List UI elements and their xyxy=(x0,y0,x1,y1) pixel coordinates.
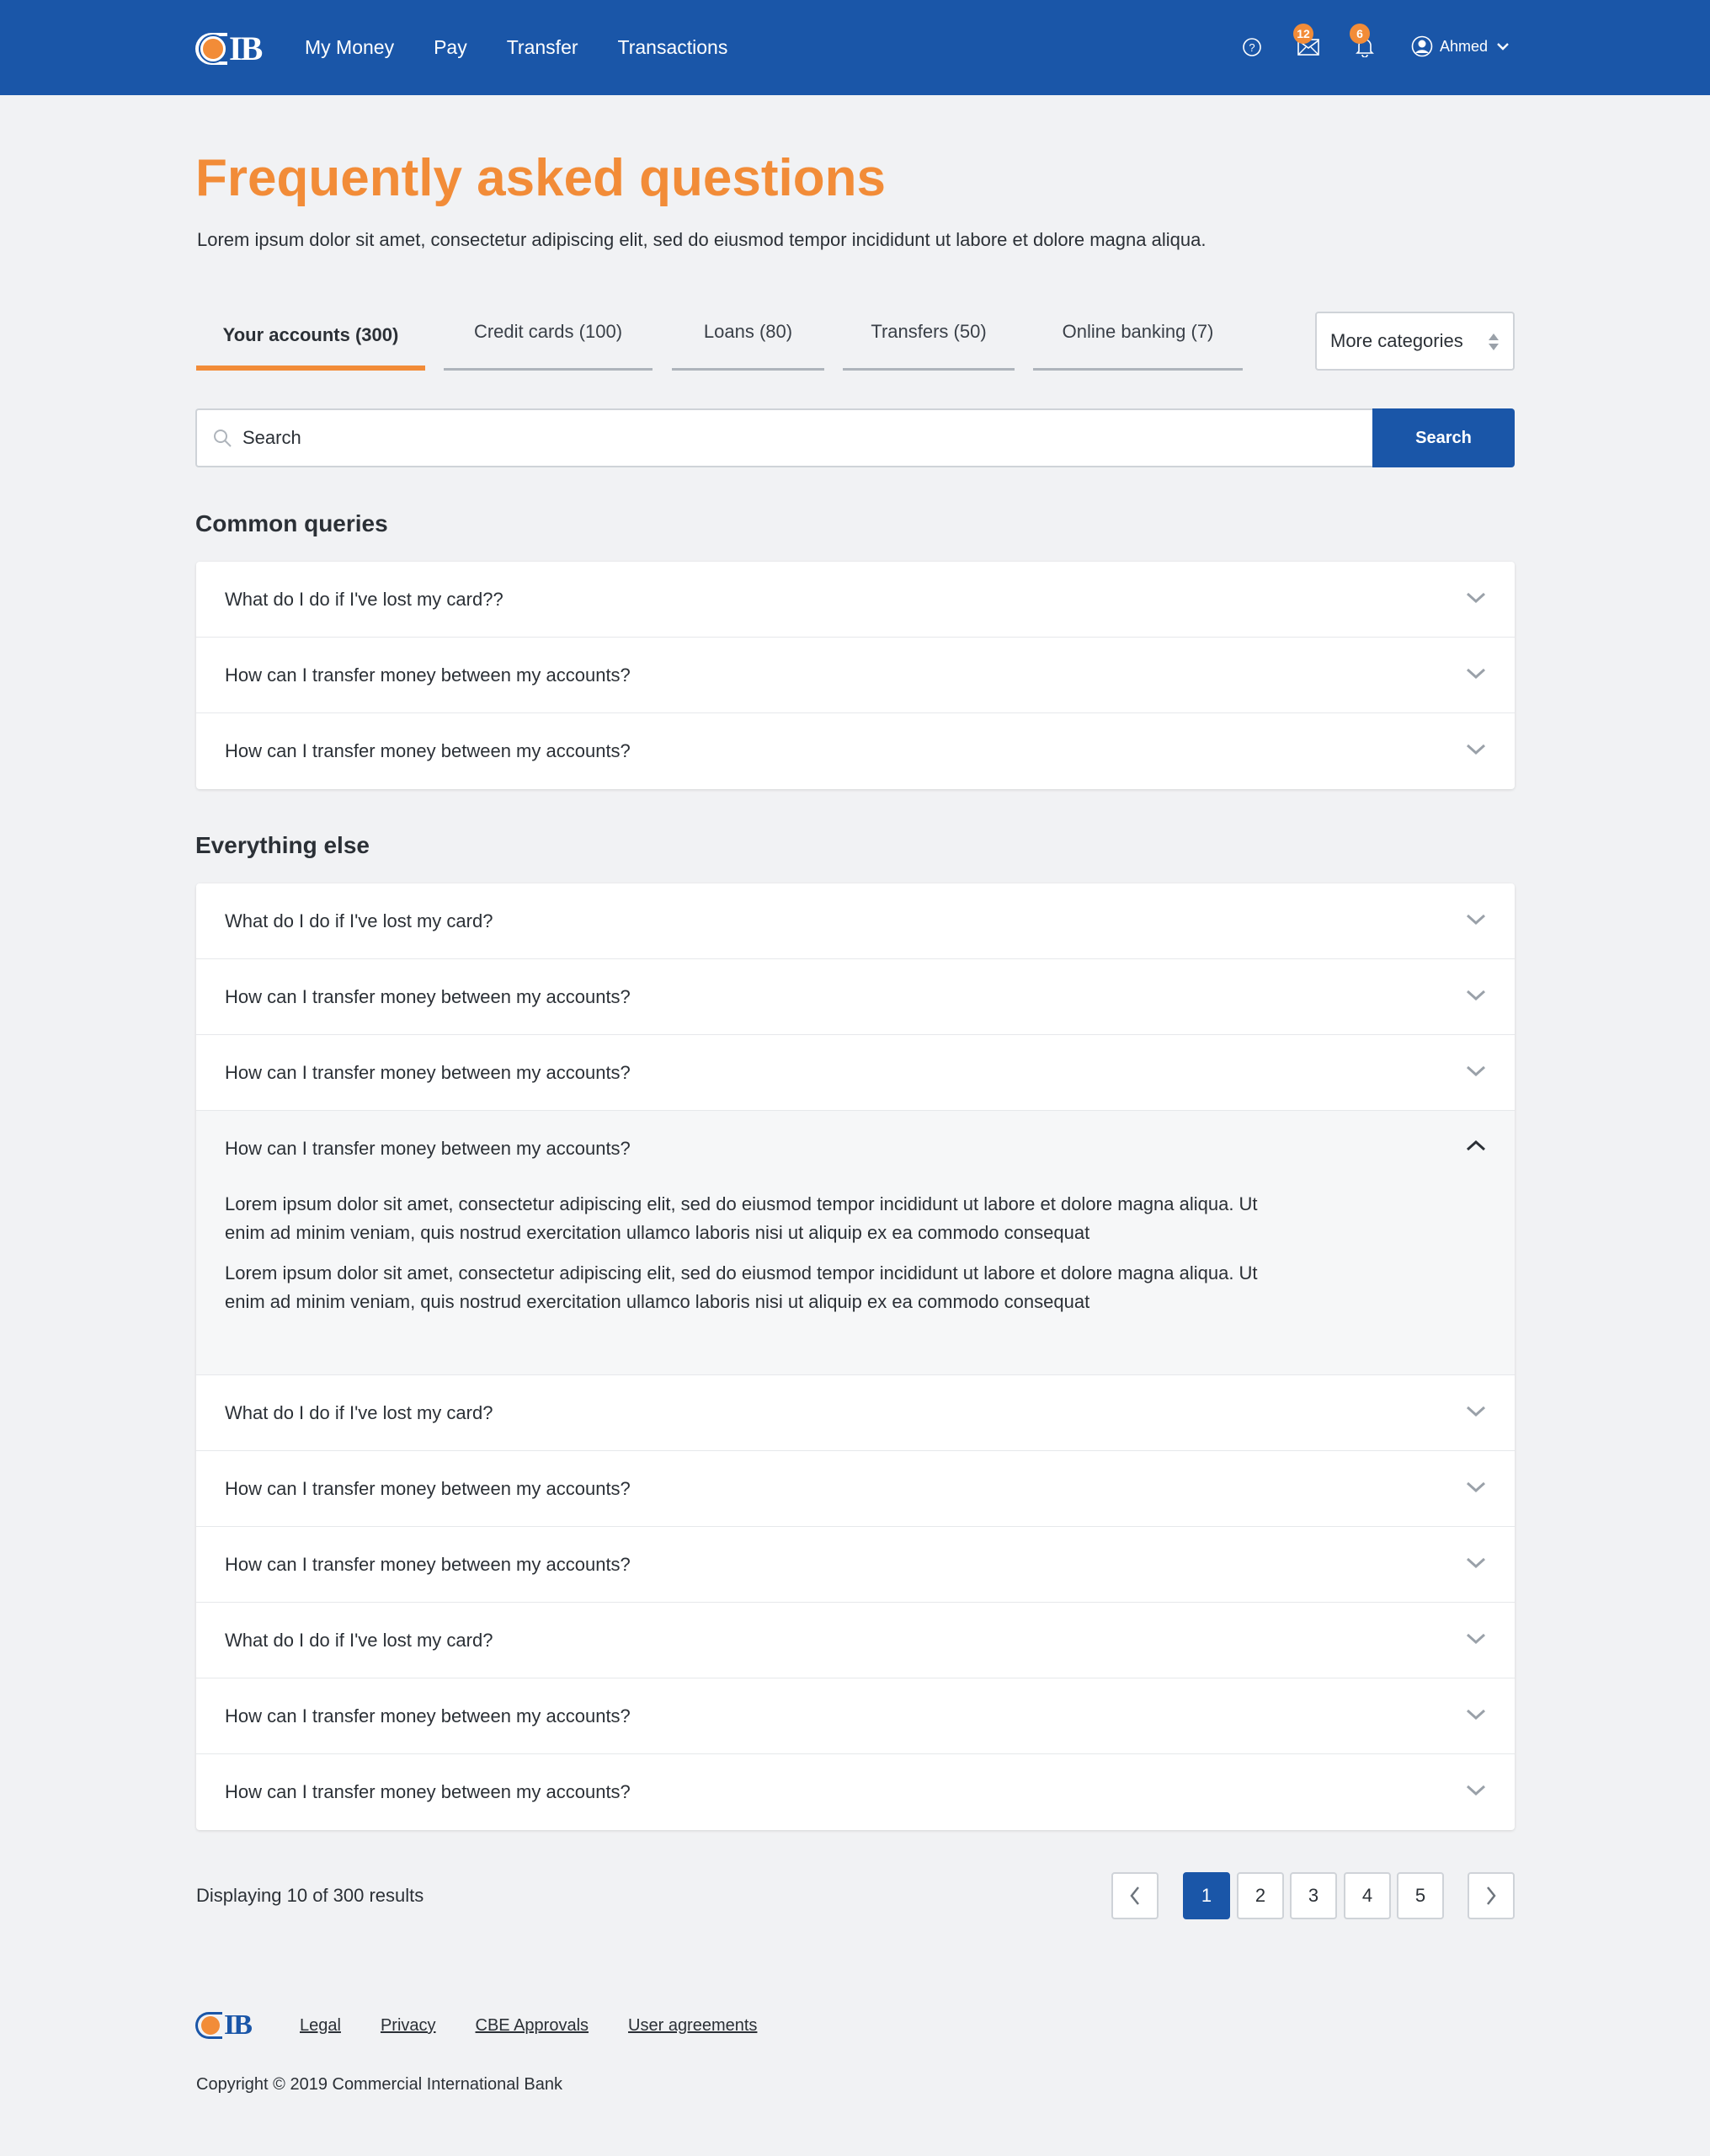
notifications-count-badge: 6 xyxy=(1350,24,1370,44)
nav-transfer[interactable]: Transfer xyxy=(506,36,578,58)
faq-item[interactable] xyxy=(196,713,1515,789)
chevron-left-icon xyxy=(1129,1886,1141,1906)
faq-answer xyxy=(225,1190,1515,1316)
user-avatar-icon xyxy=(1411,35,1433,57)
footer-link-legal[interactable]: Legal xyxy=(300,2016,341,2035)
faq-item[interactable] xyxy=(196,562,1515,638)
faq-item[interactable] xyxy=(196,1678,1515,1754)
logo-c-mark xyxy=(195,2012,222,2039)
faq-item[interactable] xyxy=(196,1451,1515,1527)
tab-transfers[interactable]: Transfers (50) xyxy=(843,315,1015,371)
everything-else-list xyxy=(196,883,1515,1830)
logo-c-mark xyxy=(195,33,227,65)
footer-links xyxy=(300,2016,796,2036)
page-subtitle: Lorem ipsum dolor sit amet, consectetur adipiscing elit, sed do eiusmod tempor incididunt ut labore et dolore magna aliqua. xyxy=(197,229,1207,250)
page-button-1[interactable]: 1 xyxy=(1183,1872,1230,1919)
more-categories-label: More categories xyxy=(1330,330,1463,351)
page-button-2[interactable]: 2 xyxy=(1237,1872,1284,1919)
prev-page-button[interactable] xyxy=(1111,1872,1159,1919)
next-page-button[interactable] xyxy=(1468,1872,1515,1919)
chevron-down-icon xyxy=(1466,1557,1486,1569)
notifications-button[interactable] xyxy=(1351,27,1378,61)
footer-link-cbe-approvals[interactable]: CBE Approvals xyxy=(475,2016,589,2035)
faq-question: What do I do if I've lost my card? xyxy=(225,1401,493,1423)
faq-item[interactable] xyxy=(196,959,1515,1035)
tab-credit-cards[interactable]: Credit cards (100) xyxy=(444,315,653,371)
faq-question: What do I do if I've lost my card? xyxy=(225,1629,493,1651)
search-input[interactable] xyxy=(242,427,1372,449)
faq-item-expanded[interactable] xyxy=(196,1111,1515,1375)
chevron-down-icon xyxy=(1466,1065,1486,1077)
chevron-down-icon xyxy=(1466,1709,1486,1721)
chevron-down-icon xyxy=(1496,42,1510,51)
faq-question: How can I transfer money between my accounts? xyxy=(225,740,631,761)
faq-item[interactable] xyxy=(196,1375,1515,1451)
chevron-down-icon xyxy=(1466,592,1486,604)
chevron-down-icon xyxy=(1466,1481,1486,1493)
chevron-down-icon xyxy=(1466,668,1486,680)
nav-my-money[interactable]: My Money xyxy=(305,36,395,58)
faq-question: What do I do if I've lost my card?? xyxy=(225,588,503,610)
faq-question: How can I transfer money between my accounts? xyxy=(225,1061,631,1083)
footer-link-user-agreements[interactable]: User agreements xyxy=(628,2016,758,2035)
globe-icon xyxy=(201,2016,220,2035)
search-button[interactable]: Search xyxy=(1372,408,1515,467)
messages-button[interactable] xyxy=(1295,27,1322,61)
chevron-down-icon xyxy=(1466,990,1486,1001)
faq-item[interactable] xyxy=(196,1527,1515,1603)
faq-item[interactable] xyxy=(196,883,1515,959)
chevron-up-icon[interactable] xyxy=(1466,1139,1486,1151)
results-count: Displaying 10 of 300 results xyxy=(196,1885,424,1906)
faq-question: How can I transfer money between my accounts? xyxy=(225,1138,631,1159)
faq-question: How can I transfer money between my accounts? xyxy=(225,1477,631,1499)
tab-online-banking[interactable]: Online banking (7) xyxy=(1033,315,1243,371)
nav-pay[interactable]: Pay xyxy=(434,36,467,58)
chevron-right-icon xyxy=(1485,1886,1497,1906)
common-queries-list xyxy=(196,562,1515,789)
faq-question: How can I transfer money between my accounts? xyxy=(225,664,631,686)
faq-item[interactable] xyxy=(196,638,1515,713)
faq-question: How can I transfer money between my accounts? xyxy=(225,1553,631,1575)
copyright-text: Copyright © 2019 Commercial International Bank xyxy=(196,2075,562,2094)
faq-item[interactable] xyxy=(196,1603,1515,1678)
search-field[interactable] xyxy=(195,408,1372,467)
chevron-down-icon xyxy=(1466,1785,1486,1796)
page-title: Frequently asked questions xyxy=(195,149,886,207)
user-name: Ahmed xyxy=(1440,37,1489,55)
faq-question: What do I do if I've lost my card? xyxy=(225,910,493,931)
faq-question: How can I transfer money between my accounts? xyxy=(225,1781,631,1802)
search-icon xyxy=(212,428,232,448)
sort-arrows-icon xyxy=(1488,332,1500,352)
everything-else-title: Everything else xyxy=(195,832,370,858)
user-menu[interactable] xyxy=(1411,35,1510,57)
search-bar xyxy=(195,408,1515,467)
footer-cib-logo[interactable] xyxy=(195,2011,251,2040)
page-button-4[interactable]: 4 xyxy=(1344,1872,1391,1919)
logo-ib-text: IB xyxy=(229,29,262,67)
logo-ib-text: IB xyxy=(224,2009,251,2041)
top-navigation-bar xyxy=(0,0,1710,95)
page-button-3[interactable]: 3 xyxy=(1290,1872,1337,1919)
page-button-5[interactable]: 5 xyxy=(1397,1872,1444,1919)
cib-logo[interactable] xyxy=(195,29,262,67)
help-button[interactable] xyxy=(1239,34,1265,61)
faq-answer-paragraph: Lorem ipsum dolor sit amet, consectetur adipiscing elit, sed do eiusmod tempor incididunt ut labore et dolore magna aliqua. Ut enim ad minim veniam, quis nostrud exercitation ullamco laboris nisi ut aliquip ex ea commodo consequat xyxy=(225,1262,1258,1312)
messages-count-badge: 12 xyxy=(1293,24,1313,44)
footer-link-privacy[interactable]: Privacy xyxy=(380,2016,436,2035)
help-icon xyxy=(1242,37,1262,57)
nav-transactions[interactable]: Transactions xyxy=(617,36,728,58)
faq-item[interactable] xyxy=(196,1754,1515,1830)
chevron-down-icon xyxy=(1466,1633,1486,1645)
more-categories-select[interactable] xyxy=(1315,312,1515,371)
common-queries-title: Common queries xyxy=(195,510,388,536)
chevron-down-icon xyxy=(1466,1406,1486,1417)
svg-text:?: ? xyxy=(1249,41,1255,54)
faq-answer-paragraph: Lorem ipsum dolor sit amet, consectetur adipiscing elit, sed do eiusmod tempor incididunt ut labore et dolore magna aliqua. Ut enim ad minim veniam, quis nostrud exercitation ullamco laboris nisi ut aliquip ex ea commodo consequat xyxy=(225,1193,1258,1243)
main-nav xyxy=(305,0,767,95)
chevron-down-icon xyxy=(1466,914,1486,926)
faq-question: How can I transfer money between my accounts? xyxy=(225,985,631,1007)
globe-icon xyxy=(200,36,226,61)
tab-loans[interactable]: Loans (80) xyxy=(672,315,824,371)
faq-item[interactable] xyxy=(196,1035,1515,1111)
tab-your-accounts[interactable]: Your accounts (300) xyxy=(196,315,425,371)
faq-question: How can I transfer money between my accounts? xyxy=(225,1705,631,1726)
chevron-down-icon xyxy=(1466,744,1486,755)
